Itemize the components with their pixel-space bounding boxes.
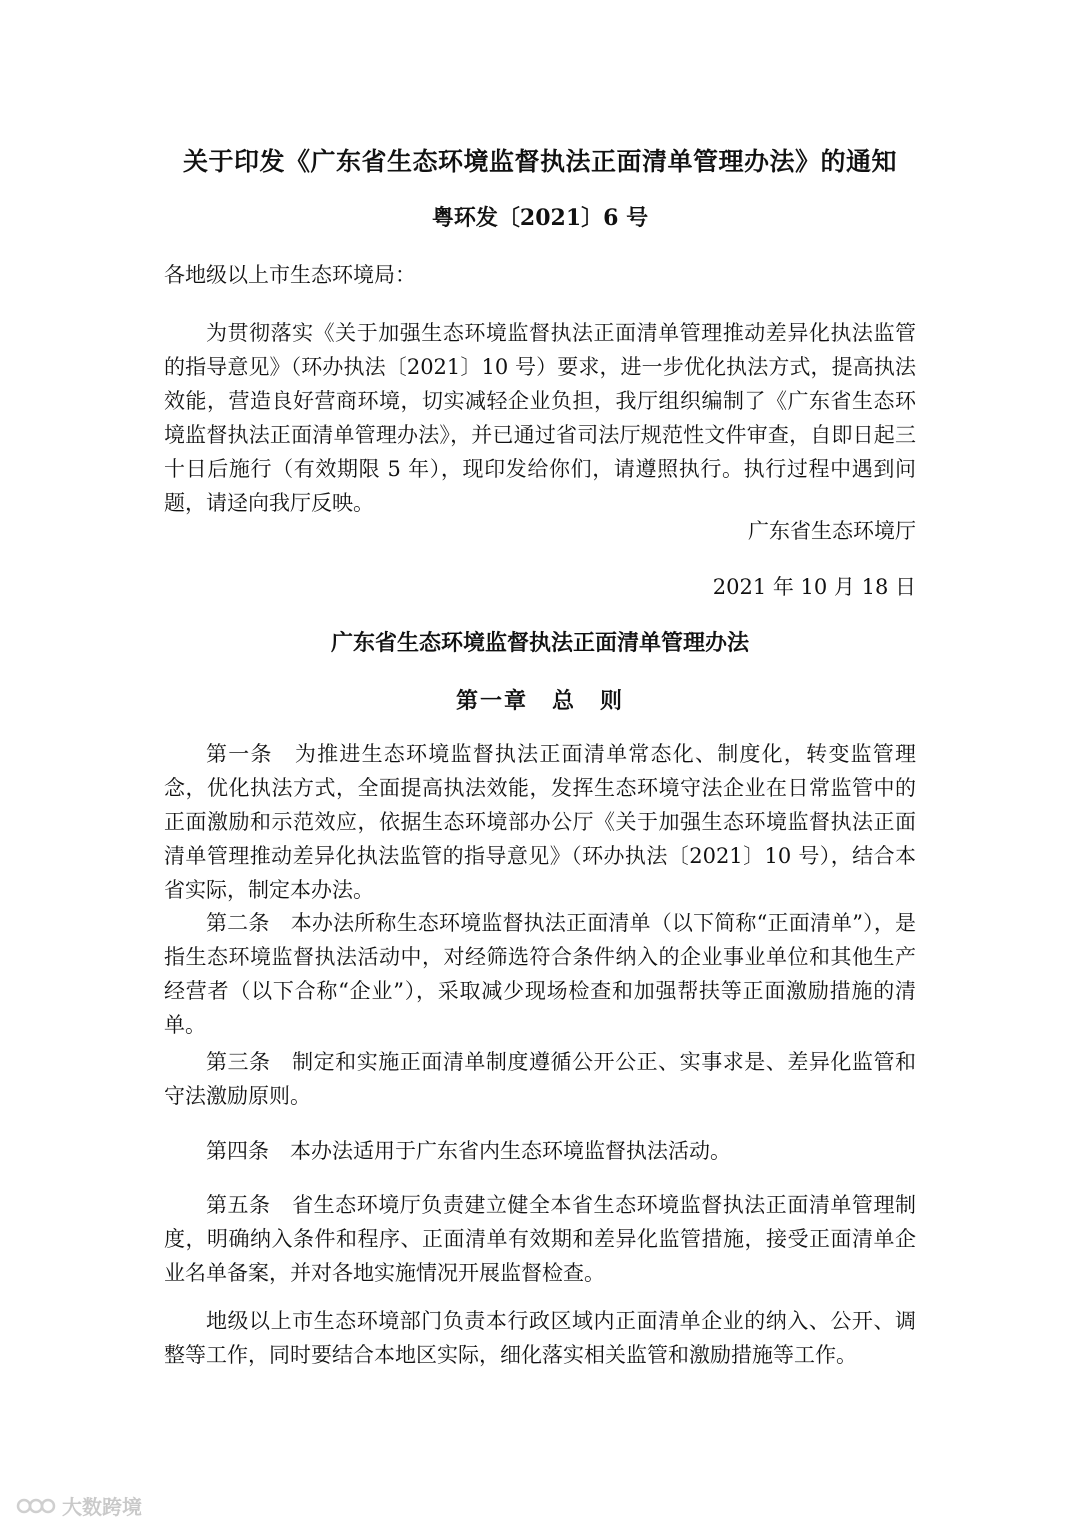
article-4: 第四条 本办法适用于广东省内生态环境监督执法活动。	[206, 1139, 731, 1163]
watermark	[16, 1491, 142, 1520]
watermark-logo-icon	[16, 1495, 56, 1517]
signature-organization: 广东省生态环境厅	[748, 519, 916, 543]
notice-body: 为贯彻落实《关于加强生态环境监督执法正面清单管理推动差异化执法监管的指导意见》（环办执法〔2021〕10 号）要求，进一步优化执法方式，提高执法效能，营造良好营商环境，切实减轻企业负担，我厅组织编制了《广东省生态环境监督执法正面清单管理办法》，并已通过省司法厅规范性文件审查，自即日起三十日后施行（有效期限 5 年），现印发给你们，请遵照执行。执行过程中遇到问题，请迳向我厅反映。	[164, 321, 916, 515]
article-5: 第五条 省生态环境厅负责建立健全本省生态环境监督执法正面清单管理制度，明确纳入条件和程序、正面清单有效期和差异化监管措施，接受正面清单企业名单备案，并对各地实施情况开展监督检查。	[164, 1193, 916, 1285]
document-number: 粤环发〔2021〕6 号	[431, 205, 649, 231]
article-2: 第二条 本办法所称生态环境监督执法正面清单（以下简称“正面清单”），是指生态环境监督执法活动中，对经筛选符合条件纳入的企业事业单位和其他生产经营者（以下合称“企业”），采取减少现场检查和加强帮扶等正面激励措施的清单。	[164, 911, 916, 1037]
article-5-paragraph-2: 地级以上市生态环境部门负责本行政区域内正面清单企业的纳入、公开、调整等工作，同时要结合本地区实际，细化落实相关监管和激励措施等工作。	[164, 1309, 916, 1367]
watermark-text: 大数跨境	[62, 1495, 142, 1519]
article-1: 第一条 为推进生态环境监督执法正面清单常态化、制度化，转变监管理念，优化执法方式，全面提高执法效能，发挥生态环境守法企业在日常监管中的正面激励和示范效应，依据生态环境部办公厅《关于加强生态环境监督执法正面清单管理推动差异化执法监管的指导意见》（环办执法〔2021〕10 号），结合本省实际，制定本办法。	[164, 742, 916, 902]
notice-title: 关于印发《广东省生态环境监督执法正面清单管理办法》的通知	[182, 147, 897, 176]
article-3: 第三条 制定和实施正面清单制度遵循公开公正、实事求是、差异化监管和守法激励原则。	[164, 1050, 916, 1108]
signature-date: 2021 年 10 月 18 日	[712, 575, 916, 599]
measures-title: 广东省生态环境监督执法正面清单管理办法	[330, 630, 749, 656]
chapter-heading: 第一章 总 则	[455, 688, 624, 714]
salutation: 各地级以上市生态环境局：	[164, 263, 416, 287]
